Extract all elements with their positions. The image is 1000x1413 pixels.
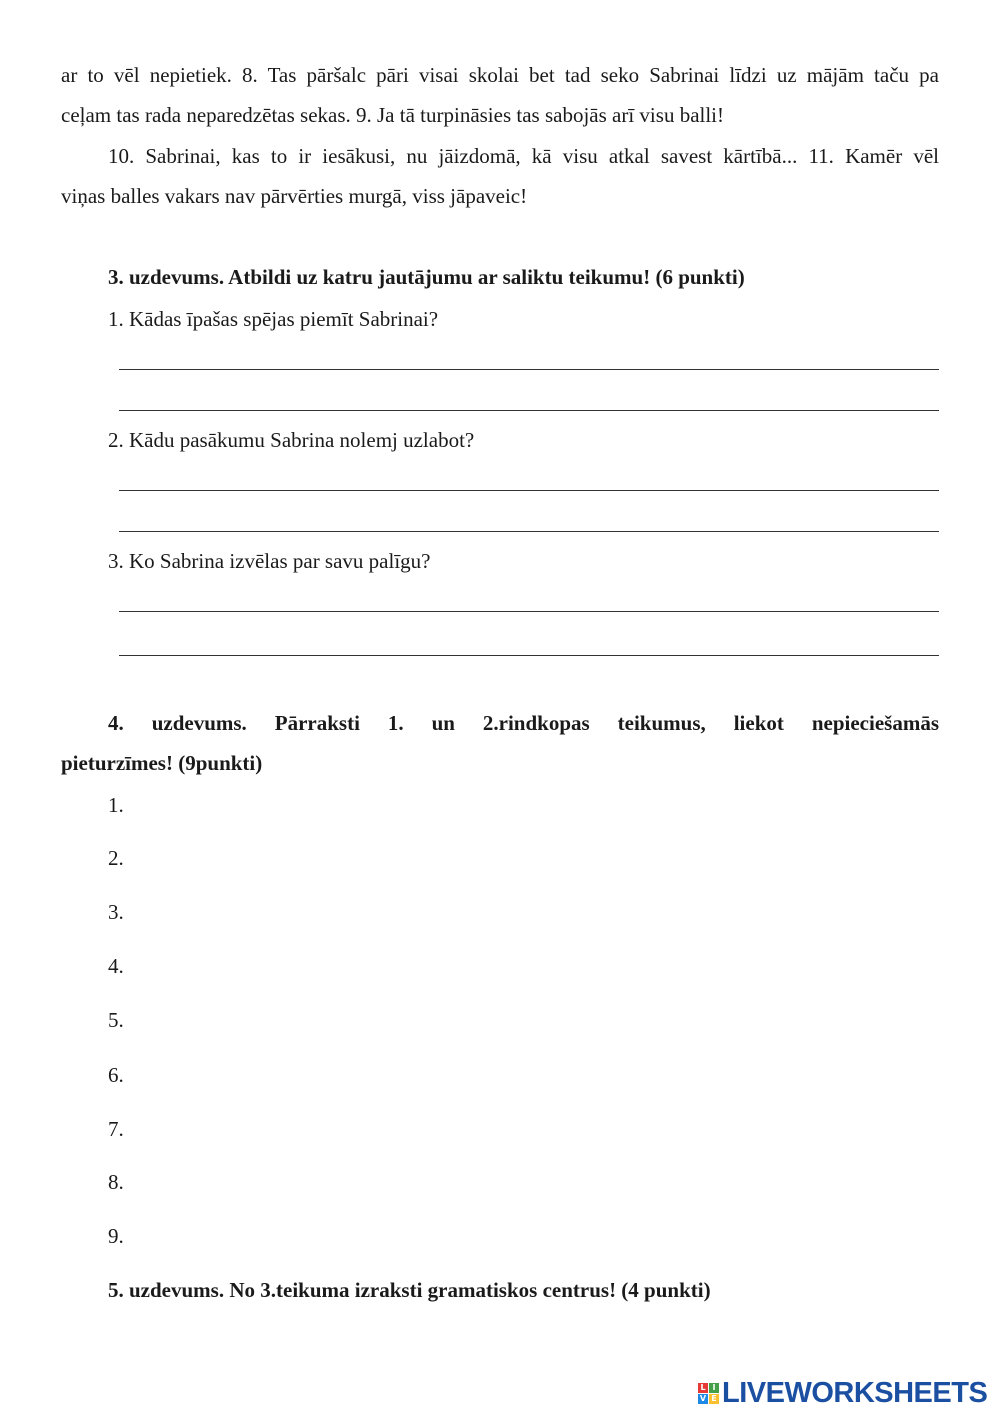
paragraph-line: ar to vēl nepietiek. 8. Tas pāršalc pāri visai skolai bet tad seko Sabrinai līdzi uz mājām taču pa	[61, 63, 939, 87]
sentence-number: 5.	[108, 1008, 124, 1032]
answer-line[interactable]	[119, 490, 939, 491]
logo-mark-letter: E	[709, 1394, 719, 1404]
task5-heading: 5. uzdevums. No 3.teikuma izraksti gramatiskos centrus! (4 punkti)	[108, 1278, 711, 1302]
logo-mark-letter: I	[709, 1383, 719, 1393]
sentence-number: 1.	[108, 793, 124, 817]
logo-mark-letter: V	[699, 1393, 707, 1403]
answer-line[interactable]	[119, 531, 939, 532]
answer-line[interactable]	[119, 369, 939, 370]
task3-question-2: 2. Kādu pasākumu Sabrina nolemj uzlabot?	[108, 428, 475, 452]
sentence-number: 6.	[108, 1063, 124, 1087]
task4-heading-cont: pieturzīmes! (9punkti)	[61, 751, 263, 775]
sentence-number: 3.	[108, 900, 124, 924]
sentence-number: 2.	[108, 846, 124, 870]
answer-line[interactable]	[119, 410, 939, 411]
sentence-number: 8.	[108, 1170, 124, 1194]
paragraph-line: 10. Sabrinai, kas to ir iesākusi, nu jāizdomā, kā visu atkal savest kārtībā... 11. Kamēr vēl	[108, 144, 939, 168]
task3-question-1: 1. Kādas īpašas spējas piemīt Sabrinai?	[108, 307, 439, 331]
logo-mark-icon	[698, 1383, 719, 1404]
sentence-number: 9.	[108, 1224, 124, 1248]
sentence-number: 4.	[108, 954, 124, 978]
logo-text: LIVEWORKSHEETS	[722, 1376, 988, 1409]
sentence-number: 7.	[108, 1117, 124, 1141]
liveworksheets-logo	[698, 1376, 998, 1410]
paragraph-line: viņas balles vakars nav pārvērties murgā, viss jāpaveic!	[61, 184, 528, 208]
logo-mark-letter: L	[698, 1383, 708, 1393]
task3-heading: 3. uzdevums. Atbildi uz katru jautājumu ar saliktu teikumu! (6 punkti)	[108, 265, 745, 289]
answer-line[interactable]	[119, 611, 939, 612]
task3-question-3: 3. Ko Sabrina izvēlas par savu palīgu?	[108, 549, 431, 573]
answer-line[interactable]	[119, 655, 939, 656]
task4-heading: 4. uzdevums. Pārraksti 1. un 2.rindkopas teikumus, liekot nepieciešamās	[108, 711, 939, 735]
paragraph-line: ceļam tas rada neparedzētas sekas. 9. Ja tā turpināsies tas sabojās arī visu balli!	[61, 103, 725, 127]
